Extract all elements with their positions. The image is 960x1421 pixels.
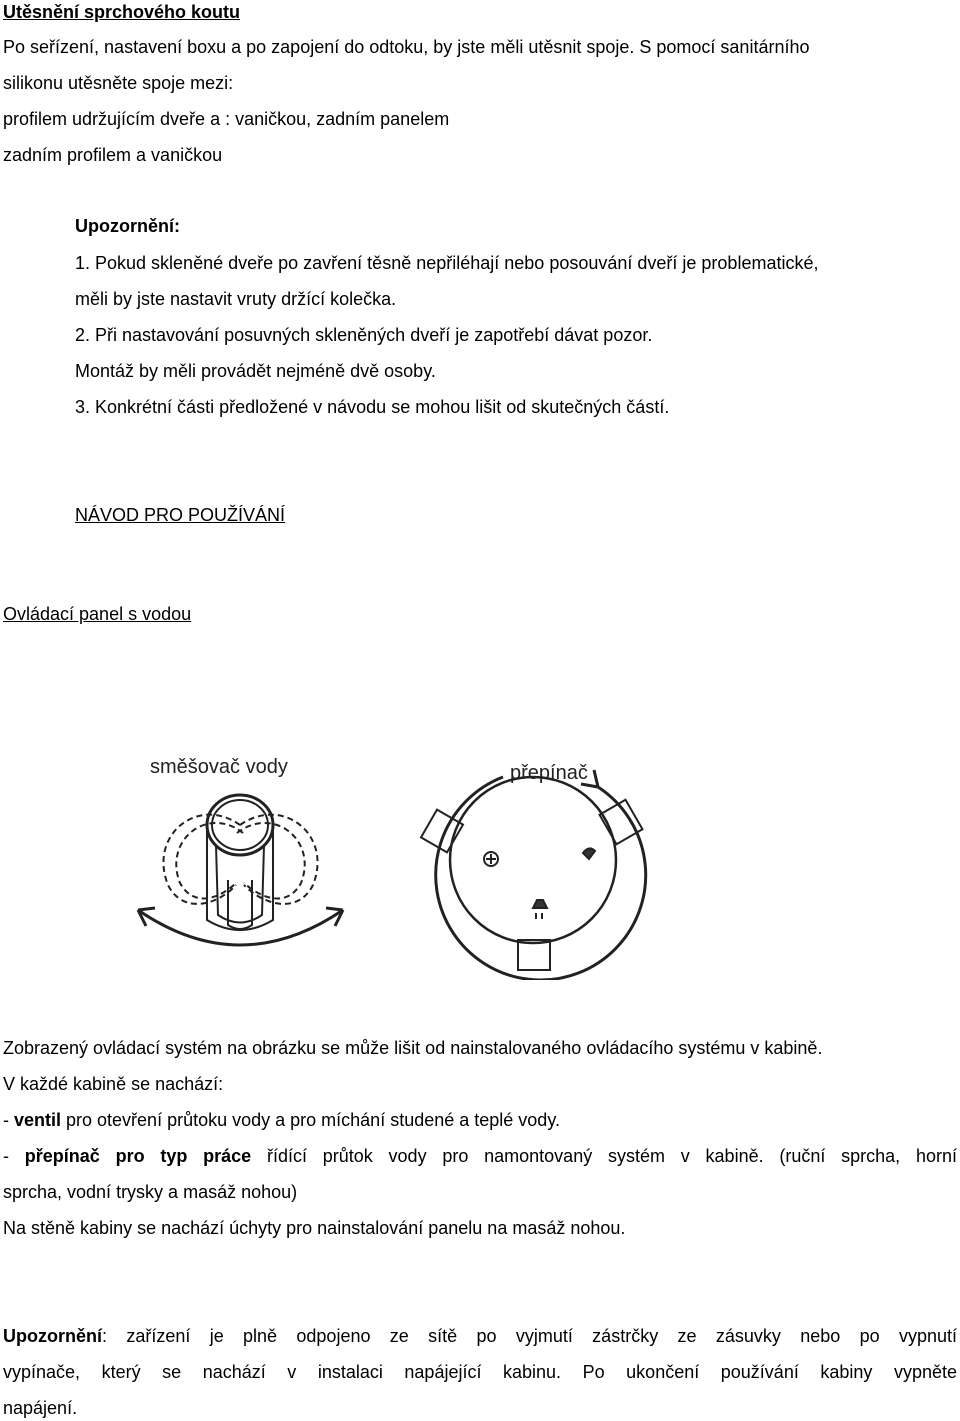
warning2-line-1: [3, 1325, 957, 1347]
sealing-text-line-2: silikonu utěsněte spoje mezi:: [3, 73, 234, 93]
warning2-line-3: napájení.: [3, 1398, 78, 1418]
description-switch: [3, 1145, 957, 1167]
description-line-2: V každé kabině se nachází:: [3, 1074, 224, 1094]
sealing-text-line-1: Po seřízení, nastavení boxu a po zapojení do odtoku, by jste měli utěsnit spoje. S pomocí sanitárního: [3, 37, 810, 57]
sealing-text-line-4: zadním profilem a vaničkou: [3, 145, 223, 165]
switch-prefix: -: [3, 1146, 25, 1166]
water-mixer-drawing: [138, 795, 343, 945]
switch-bold: přepínač pro typ práce: [24, 1146, 252, 1166]
description-ventil: [3, 1109, 560, 1131]
switch-drawing: [421, 770, 646, 980]
ventil-rest: pro otevření průtoku vody a pro míchání studené a teplé vody.: [61, 1110, 560, 1130]
sealing-text-line-3: profilem udržujícím dveře a : vaničkou, zadním panelem: [3, 109, 450, 129]
warning-item-1: 1. Pokud skleněné dveře po zavření těsně nepřiléhají nebo posouvání dveří je problematické,: [75, 253, 819, 273]
description-switch-cont: sprcha, vodní trysky a masáž nohou): [3, 1182, 298, 1202]
water-mixer-label: směšovač vody: [150, 756, 288, 778]
control-panel-subtitle: Ovládací panel s vodou: [3, 604, 192, 624]
warning2-line-1-rest: : zařízení je plně odpojeno ze sítě po vyjmutí zástrčky ze zásuvky nebo po vypnutí: [102, 1326, 957, 1346]
warning-item-3: 3. Konkrétní části předložené v návodu se mohou lišit od skutečných částí.: [75, 397, 670, 417]
usage-title: NÁVOD PRO POUŽÍVÁNÍ: [75, 505, 286, 525]
warning2-line-2: vypínače, který se nachází v instalaci napájející kabinu. Po ukončení používání kabiny vypněte: [3, 1362, 957, 1382]
switch-rest: řídící průtok vody pro namontovaný systém v kabině. (ruční sprcha, horní: [251, 1146, 957, 1166]
ventil-bold: ventil: [14, 1110, 62, 1130]
control-panel-figure: [108, 735, 668, 980]
section-title-sealing: Utěsnění sprchového koutu: [3, 2, 241, 22]
warning-item-1-cont: měli by jste nastavit vruty držící kolečka.: [75, 289, 397, 309]
warning2-bold: Upozornění: [3, 1326, 102, 1346]
description-last-line: Na stěně kabiny se nachází úchyty pro nainstalování panelu na masáž nohou.: [3, 1218, 626, 1238]
warning-item-2: 2. Při nastavování posuvných skleněných dveří je zapotřebí dávat pozor.: [75, 325, 653, 345]
warning-title: Upozornění:: [75, 216, 180, 236]
description-line-1: Zobrazený ovládací systém na obrázku se může lišit od nainstalovaného ovládacího systému v kabině.: [3, 1038, 823, 1058]
switch-label: přepínač: [510, 762, 588, 784]
ventil-prefix: -: [3, 1110, 14, 1130]
warning-item-2-cont: Montáž by měli provádět nejméně dvě osoby.: [75, 361, 436, 381]
